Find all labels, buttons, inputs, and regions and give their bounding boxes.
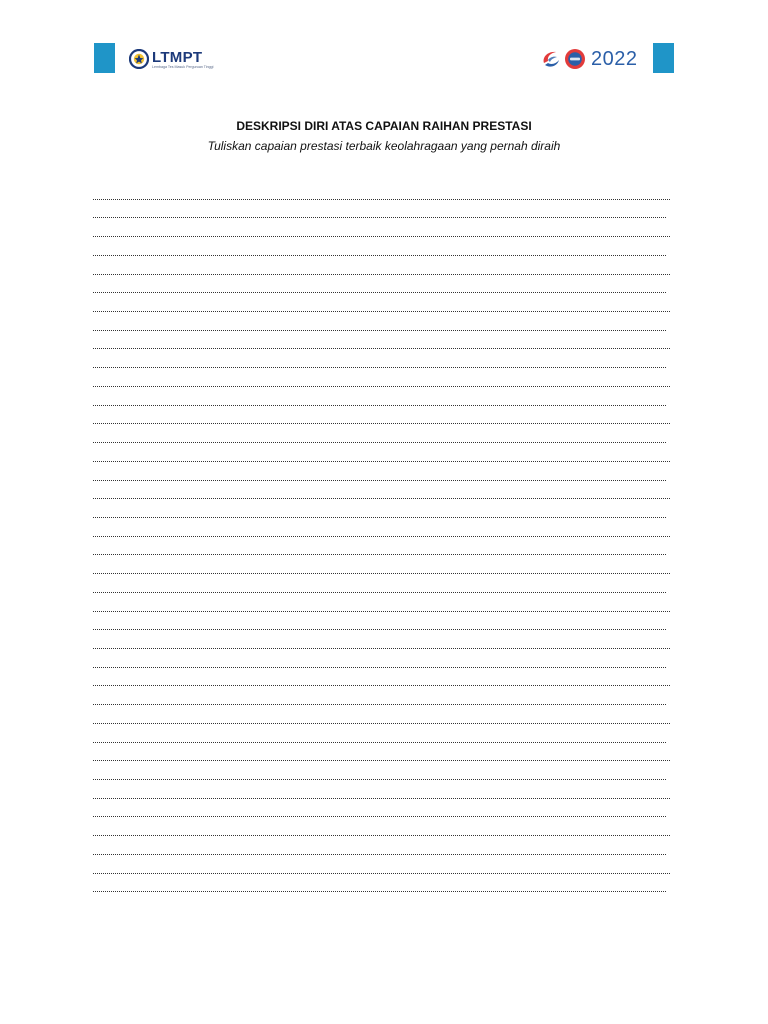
answer-line[interactable] <box>93 185 670 204</box>
answer-line[interactable] <box>93 466 670 485</box>
answer-line[interactable] <box>93 634 670 653</box>
answer-line[interactable] <box>93 503 670 522</box>
year-label: 2022 <box>591 48 638 70</box>
answer-line[interactable] <box>93 878 670 897</box>
document-title: DESKRIPSI DIRI ATAS CAPAIAN RAIHAN PRESTASI <box>236 119 532 133</box>
answer-line[interactable] <box>93 653 670 672</box>
swirl-logo-icon <box>540 48 562 70</box>
answer-line[interactable] <box>93 803 670 822</box>
answer-line[interactable] <box>93 335 670 354</box>
document-subtitle: Tuliskan capaian prestasi terbaik keolahragaan yang pernah diraih <box>207 139 561 153</box>
answer-line[interactable] <box>93 616 670 635</box>
answer-line[interactable] <box>93 222 670 241</box>
event-logo <box>540 46 638 72</box>
left-accent-bar <box>94 43 115 73</box>
answer-line[interactable] <box>93 447 670 466</box>
answer-line[interactable] <box>93 541 670 560</box>
answer-line[interactable] <box>93 410 670 429</box>
answer-lines[interactable] <box>93 185 670 896</box>
answer-line[interactable] <box>93 597 670 616</box>
badge-logo-icon <box>564 48 586 70</box>
answer-line[interactable] <box>93 765 670 784</box>
logo-text: LTMPT <box>152 48 203 66</box>
ltmpt-logo <box>129 46 213 72</box>
answer-line[interactable] <box>93 709 670 728</box>
answer-line[interactable] <box>93 428 670 447</box>
logo-subtext: Lembaga Tes Masuk Perguruan Tinggi <box>152 64 214 69</box>
answer-line[interactable] <box>93 559 670 578</box>
answer-line[interactable] <box>93 391 670 410</box>
answer-line[interactable] <box>93 260 670 279</box>
answer-line[interactable] <box>93 672 670 691</box>
answer-line[interactable] <box>93 784 670 803</box>
answer-line[interactable] <box>93 297 670 316</box>
answer-line[interactable] <box>93 316 670 335</box>
answer-line[interactable] <box>93 747 670 766</box>
answer-line[interactable] <box>93 728 670 747</box>
answer-line[interactable] <box>93 353 670 372</box>
answer-line[interactable] <box>93 372 670 391</box>
answer-line[interactable] <box>93 522 670 541</box>
answer-line[interactable] <box>93 859 670 878</box>
answer-line[interactable] <box>93 840 670 859</box>
answer-line[interactable] <box>93 690 670 709</box>
answer-line[interactable] <box>93 279 670 298</box>
answer-line[interactable] <box>93 485 670 504</box>
answer-line[interactable] <box>93 204 670 223</box>
answer-line[interactable] <box>93 821 670 840</box>
answer-line[interactable] <box>93 578 670 597</box>
right-accent-bar <box>653 43 674 73</box>
answer-line[interactable] <box>93 241 670 260</box>
ltmpt-emblem-icon <box>129 49 149 69</box>
